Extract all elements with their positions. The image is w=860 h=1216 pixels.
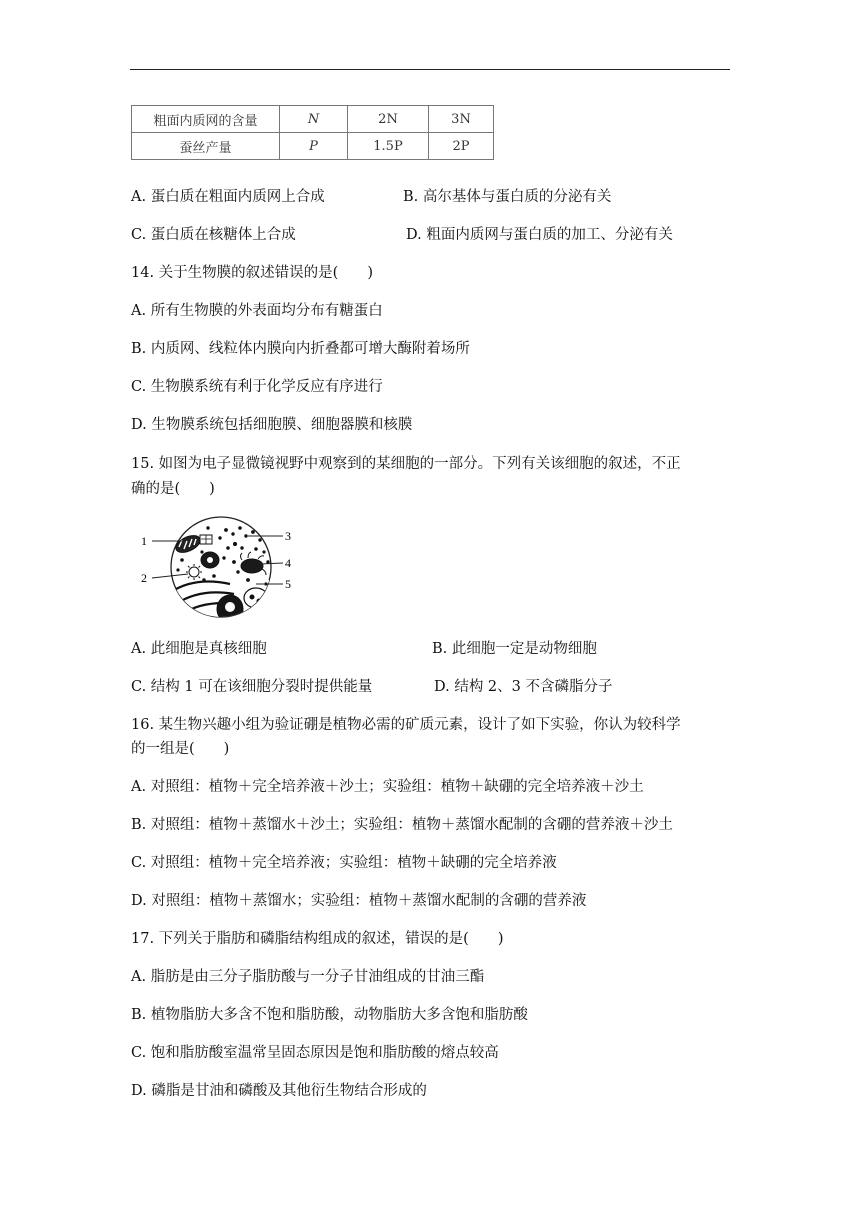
cell-micrograph-figure — [138, 514, 298, 624]
header-rule — [130, 69, 730, 70]
figure-label-4: 4 — [285, 556, 291, 570]
table-cell: 3N — [429, 106, 494, 133]
q15-option-b: B. 此细胞一定是动物细胞 — [432, 641, 597, 657]
q16-option-d: D. 对照组：植物＋蒸馏水；实验组：植物＋蒸馏水配制的含硼的营养液 — [131, 893, 587, 909]
q16-stem-line1: 16. 某生物兴趣小组为验证硼是植物必需的矿质元素，设计了如下实验，你认为较科学 — [131, 717, 681, 733]
q17-option-b: B. 植物脂肪大多含不饱和脂肪酸，动物脂肪大多含饱和脂肪酸 — [131, 1007, 528, 1023]
q15-option-a: A. 此细胞是真核细胞 — [131, 641, 267, 657]
q17-option-a: A. 脂肪是由三分子脂肪酸与一分子甘油组成的甘油三酯 — [131, 969, 485, 985]
q17-stem: 17. 下列关于脂肪和磷脂结构组成的叙述，错误的是( ) — [131, 931, 504, 947]
q16-option-a: A. 对照组：植物＋完全培养液＋沙土；实验组：植物＋缺硼的完全培养液＋沙土 — [131, 779, 644, 795]
table-cell: 粗面内质网的含量 — [132, 106, 280, 133]
q15-option-c: C. 结构 1 可在该细胞分裂时提供能量 — [131, 679, 373, 695]
q14-option-a: A. 所有生物膜的外表面均分布有糖蛋白 — [131, 303, 383, 319]
q15-stem-line2: 确的是( ) — [131, 481, 215, 497]
figure-label-5: 5 — [285, 577, 291, 591]
table-cell: N — [280, 106, 348, 133]
figure-label-2: 2 — [141, 571, 147, 585]
q14-option-d: D. 生物膜系统包括细胞膜、细胞器膜和核膜 — [131, 417, 413, 433]
data-table — [131, 105, 494, 160]
q15-option-d: D. 结构 2、3 不含磷脂分子 — [434, 679, 613, 695]
q13-option-d: D. 粗面内质网与蛋白质的加工、分泌有关 — [406, 227, 673, 243]
table-cell: 2N — [348, 106, 429, 133]
q13-option-a: A. 蛋白质在粗面内质网上合成 — [131, 189, 325, 205]
q17-option-c: C. 饱和脂肪酸室温常呈固态原因是饱和脂肪酸的熔点较高 — [131, 1045, 499, 1061]
table-cell: 1.5P — [348, 133, 429, 160]
table-row — [132, 133, 494, 160]
q13-option-c: C. 蛋白质在核糖体上合成 — [131, 227, 296, 243]
figure-label-3: 3 — [285, 529, 291, 543]
table-row — [132, 106, 494, 133]
q13-option-b: B. 高尔基体与蛋白质的分泌有关 — [403, 189, 612, 205]
q16-stem-line2: 的一组是( ) — [131, 741, 230, 757]
q16-option-b: B. 对照组：植物＋蒸馏水＋沙土；实验组：植物＋蒸馏水配制的含硼的营养液＋沙土 — [131, 817, 673, 833]
table-cell: 蚕丝产量 — [132, 133, 280, 160]
table-cell: P — [280, 133, 348, 160]
figure-label-1: 1 — [141, 534, 147, 548]
q16-option-c: C. 对照组：植物＋完全培养液；实验组：植物＋缺硼的完全培养液 — [131, 855, 557, 871]
q14-option-b: B. 内质网、线粒体内膜向内折叠都可增大酶附着场所 — [131, 341, 470, 357]
q14-option-c: C. 生物膜系统有利于化学反应有序进行 — [131, 379, 383, 395]
table-cell: 2P — [429, 133, 494, 160]
q14-stem: 14. 关于生物膜的叙述错误的是( ) — [131, 265, 373, 281]
q17-option-d: D. 磷脂是甘油和磷酸及其他衍生物结合形成的 — [131, 1083, 427, 1099]
q15-stem-line1: 15. 如图为电子显微镜视野中观察到的某细胞的一部分。下列有关该细胞的叙述，不正 — [131, 456, 681, 472]
